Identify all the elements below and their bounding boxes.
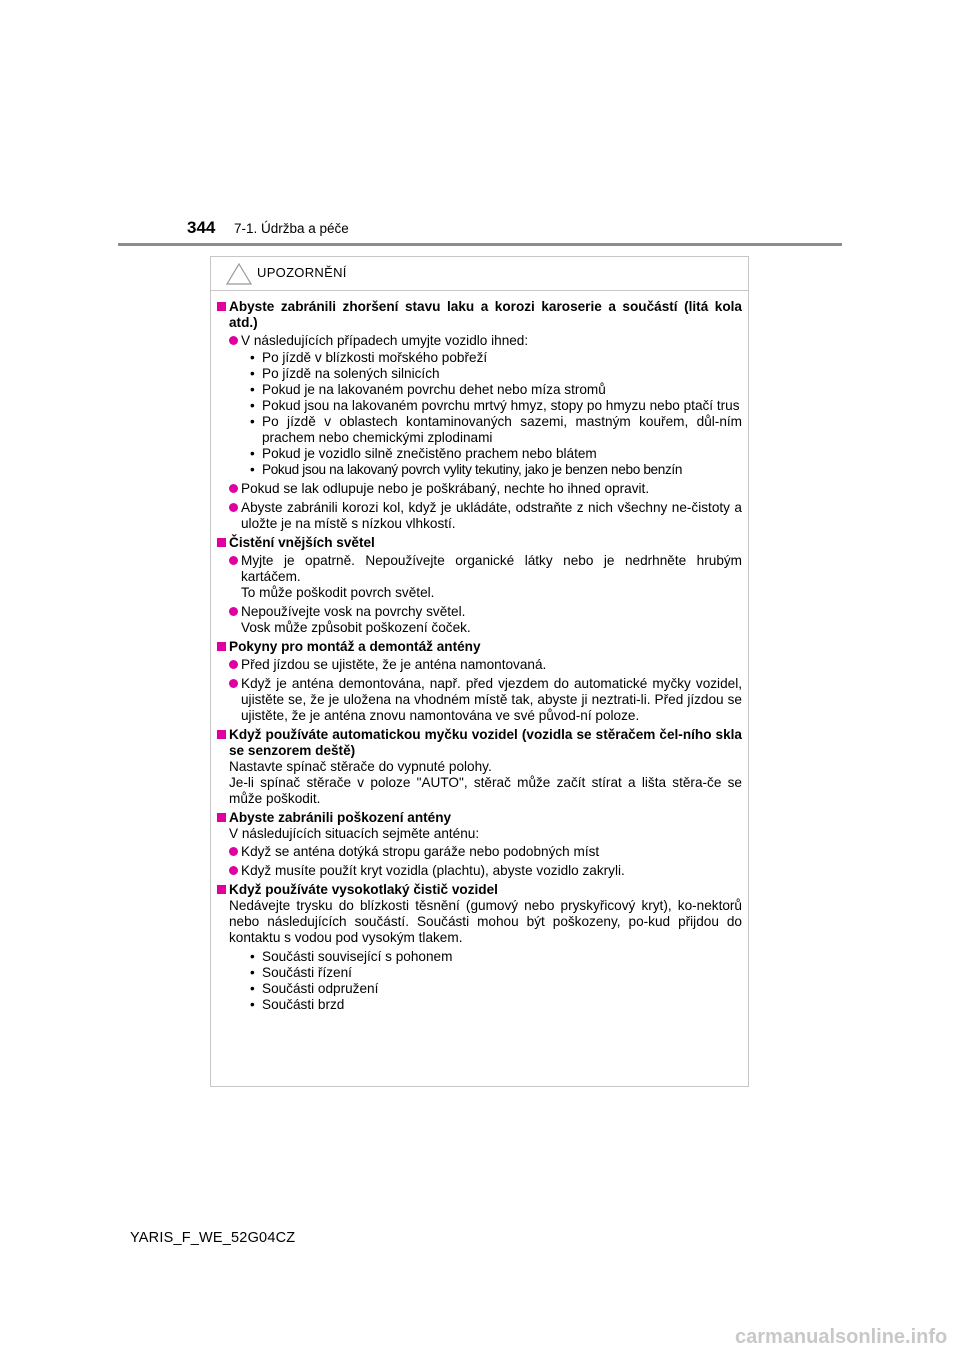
page-header bbox=[187, 218, 847, 242]
section-paragraph: V následujících situacích sejměte anténu: bbox=[229, 826, 480, 841]
section-heading: Abyste zabránili poškození antény bbox=[217, 810, 742, 826]
warning-section bbox=[217, 810, 742, 879]
circle-bullet-icon bbox=[229, 556, 238, 565]
sub-list-item: • Pokud je na lakovaném povrchu dehet nebo míza stromů bbox=[250, 382, 606, 397]
sub-list-item: • Po jízdě na solených silnicích bbox=[250, 366, 440, 381]
square-bullet-icon bbox=[217, 730, 226, 739]
list-item: V následujících případech umyjte vozidlo ihned: • Po jízdě v blízkosti mořského pobřeží • Po jízdě na solených silnicích • Pokud je na lakovaném povrchu dehet nebo míza stromů • Pokud jsou na lakovaném povrchu mrtvý hmyz, stopy po hmyzu nebo ptačí trus • Po jízdě v oblastech kontaminovaných sazemi, mastným kouřem, důl-ním prachem nebo chemickými zplodinami • Pokud je vozidlo silně znečistěno prachem nebo blátem • Pokud jsou na lakovaný povrch vylity tekutiny, jako je benzen nebo benzín bbox=[217, 333, 742, 478]
document-code: YARIS_F_WE_52G04CZ bbox=[130, 1230, 296, 1246]
warning-section bbox=[217, 639, 742, 724]
square-bullet-icon bbox=[217, 302, 226, 311]
list-item: Když je anténa demontována, např. před vjezdem do automatické myčky vozidel, ujistěte se, že je uložena na vhodném místě tak, abyste ji neztrati-li. Před jízdou se ujistěte, že je anténa znovu namontována ve své původ-ní poloze. bbox=[217, 676, 742, 724]
square-bullet-icon bbox=[217, 642, 226, 651]
warning-body bbox=[211, 291, 748, 1013]
square-bullet-icon bbox=[217, 813, 226, 822]
section-heading: Když používáte automatickou myčku vozidel (vozidla se stěračem čel-ního skla se senzorem deště) bbox=[217, 727, 742, 759]
circle-bullet-icon bbox=[229, 336, 238, 345]
list-item: Když musíte použít kryt vozidla (plachtu), abyste vozidlo zakryli. bbox=[217, 863, 742, 879]
header-rule bbox=[118, 243, 842, 246]
section-paragraph: Nastavte spínač stěrače do vypnuté polohy. Je-li spínač stěrače v poloze "AUTO", stěrač může začít stírat a lišta stěra-če se může poškodit. bbox=[229, 759, 742, 806]
section-paragraph: Nedávejte trysku do blízkosti těsnění (gumový nebo pryskyřicový kryt), ko-nektorů nebo následujících součástí. Součásti mohou být poškozeny, po-kud přijdou do kontaktu s vodou pod vysokým tlakem. bbox=[229, 898, 742, 945]
circle-bullet-icon bbox=[229, 484, 238, 493]
section-heading: Abyste zabránili zhoršení stavu laku a korozi karoserie a součástí (litá kola atd.) bbox=[217, 299, 742, 331]
page-number: 344 bbox=[187, 218, 216, 237]
circle-bullet-icon bbox=[229, 503, 238, 512]
sub-list-item: • Pokud jsou na lakovaný povrch vylity tekutiny, jako je benzen nebo benzín bbox=[250, 462, 683, 477]
circle-bullet-icon bbox=[229, 866, 238, 875]
warning-section bbox=[217, 299, 742, 532]
warning-box bbox=[210, 256, 749, 1087]
sub-list-item: • Součásti brzd bbox=[250, 997, 345, 1012]
sub-list-item: • Po jízdě v oblastech kontaminovaných sazemi, mastným kouřem, důl-ním prachem nebo chemickými zplodinami bbox=[250, 414, 742, 445]
sub-list-item: • Součásti související s pohonem bbox=[250, 949, 453, 964]
section-heading: Když používáte vysokotlaký čistič vozidel bbox=[217, 882, 742, 898]
sub-list bbox=[217, 350, 742, 478]
sub-list-item: • Součásti řízení bbox=[250, 965, 352, 980]
square-bullet-icon bbox=[217, 885, 226, 894]
warning-section bbox=[217, 727, 742, 807]
sub-list-item: • Součásti odpružení bbox=[250, 981, 379, 996]
warning-header bbox=[211, 257, 748, 291]
sub-list-item: • Pokud je vozidlo silně znečistěno prachem nebo blátem bbox=[250, 446, 597, 461]
section-heading: Pokyny pro montáž a demontáž antény bbox=[217, 639, 742, 655]
list-item: Když se anténa dotýká stropu garáže nebo podobných míst bbox=[217, 844, 742, 860]
list-item: Pokud se lak odlupuje nebo je poškrábaný, nechte ho ihned opravit. bbox=[217, 481, 742, 497]
sub-list-item: • Pokud jsou na lakovaném povrchu mrtvý hmyz, stopy po hmyzu nebo ptačí trus bbox=[250, 398, 740, 413]
list-item: Před jízdou se ujistěte, že je anténa namontovaná. bbox=[217, 657, 742, 673]
list-item: Nepoužívejte vosk na povrchy světel. Vosk může způsobit poškození čoček. bbox=[217, 604, 742, 636]
section-title: 7-1. Údržba a péče bbox=[234, 221, 349, 236]
list-item: Abyste zabránili korozi kol, když je ukládáte, odstraňte z nich všechny ne-čistoty a uložte je na místě s nízkou vlhkostí. bbox=[217, 500, 742, 532]
square-bullet-icon bbox=[217, 538, 226, 547]
circle-bullet-icon bbox=[229, 847, 238, 856]
sub-list-item: • Po jízdě v blízkosti mořského pobřeží bbox=[250, 350, 488, 365]
list-item: Myjte je opatrně. Nepoužívejte organické látky nebo je nedrhněte hrubým kartáčem. To může poškodit povrch světel. bbox=[217, 553, 742, 601]
sub-list bbox=[217, 949, 742, 1013]
section-heading: Čistění vnějších světel bbox=[217, 535, 742, 551]
warning-title: UPOZORNĚNÍ bbox=[257, 265, 347, 280]
circle-bullet-icon bbox=[229, 679, 238, 688]
circle-bullet-icon bbox=[229, 660, 238, 669]
warning-section bbox=[217, 882, 742, 1013]
circle-bullet-icon bbox=[229, 607, 238, 616]
watermark: carmanualsonline.info bbox=[735, 1326, 948, 1348]
warning-section bbox=[217, 535, 742, 636]
warning-triangle-icon bbox=[226, 263, 252, 285]
